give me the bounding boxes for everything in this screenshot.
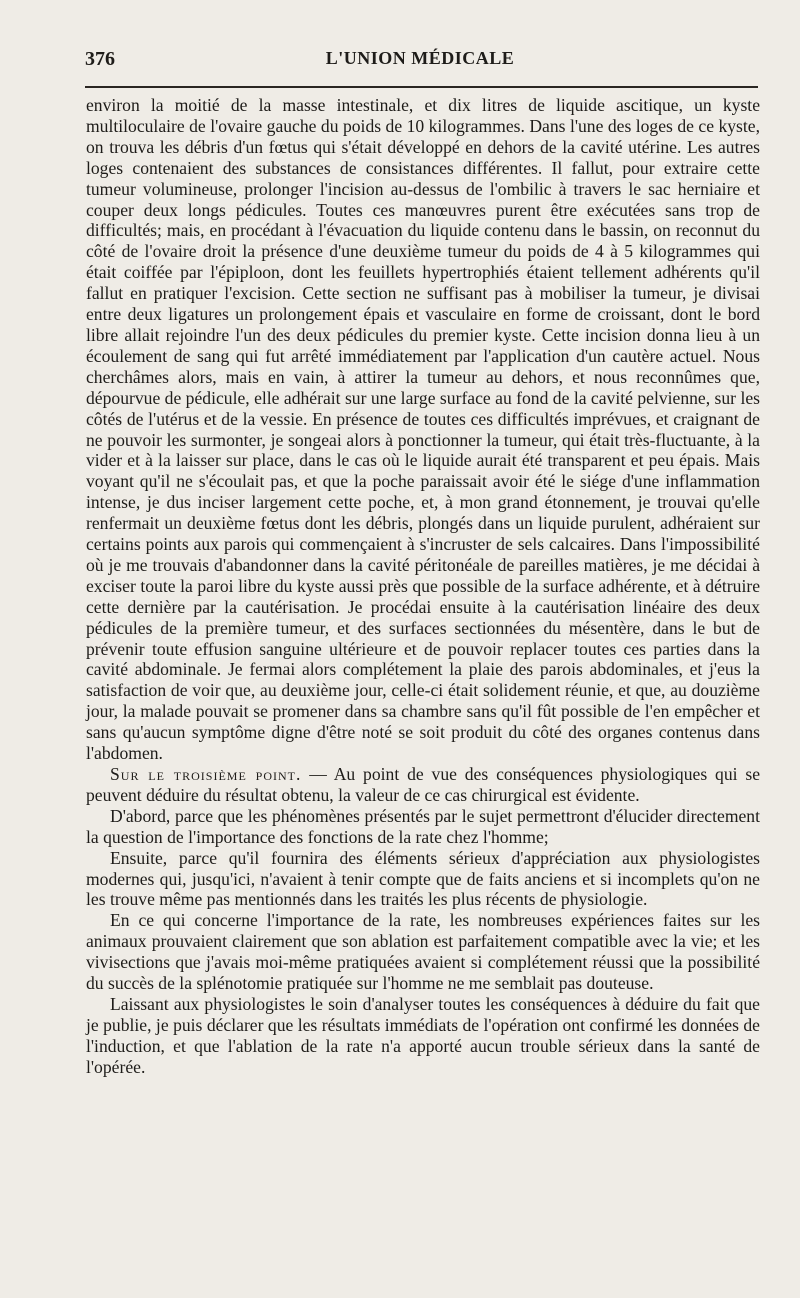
body-text [86,95,760,1078]
page-number: 376 [85,48,115,70]
page-header [85,48,755,78]
paragraph-text: — Au point de vue des conséquences physiologiques qui se peuvent déduire du résultat obtenu, la valeur de ce cas chirurgical est évidente. [86,764,761,805]
section-heading: Sur le troisième point. [110,764,302,784]
paragraph: Laissant aux physiologistes le soin d'analyser toutes les conséquences à déduire du fait que je publie, je puis déclarer que les résultats immédiats de l'opération ont confirmé les données de l'induction, et que l'ablation de la rate n'a apporté aucun trouble sérieux dans la santé de l'opérée. [86,993,760,1077]
header-rule [85,86,758,88]
paragraph: D'abord, parce que les phénomènes présentés par le sujet permettront d'élucider directement la question de l'importance des fonctions de la rate chez l'homme; [86,805,760,847]
paragraph: Ensuite, parce qu'il fournira des éléments sérieux d'appréciation aux physiologistes modernes qui, jusqu'ici, n'avaient à tenir compte que de faits anciens et si incomplets qu'on ne les trouve même pas mentionnés dans les traités les plus récents de physiologie. [86,847,760,910]
paragraph: environ la moitié de la masse intestinale, et dix litres de liquide ascitique, un kyste multiloculaire de l'ovaire gauche du poids de 10 kilogrammes. Dans l'une des loges de ce kyste, on trouva les débris d'un fœtus qui s'était développé en dehors de la cavité utérine. Les autres loges contenaient des substances de consistances différentes. Il fallut, pour extraire cette tumeur volumineuse, prolonger l'incision au-dessus de l'ombilic à travers le sac herniaire et couper deux longs pédicules. Toutes ces manœuvres purent être exécutées sans trop de difficultés; mais, en procédant à l'évacuation du liquide contenu dans le bassin, on reconnut du côté de l'ovaire droit la présence d'une deuxième tumeur du poids de 4 à 5 kilogrammes qui était coiffée par l'épiploon, dont les feuillets hypertrophiés étaient tellement adhérents qu'il fallut en pratiquer l'excision. Cette section ne suffisant pas à mobiliser la tumeur, je divisai entre deux ligatures un prolongement épais et vasculaire en forme de croissant, dont le bord libre allait rejoindre l'un des deux pédicules du premier kyste. Cette incision donna lieu à un écoulement de sang qui fut arrêté immédiatement par l'application d'un cautère actuel. Nous cherchâmes alors, mais en vain, à attirer la tumeur au dehors, et nous reconnûmes que, dépourvue de pédicule, elle adhérait sur une large surface au fond de la cavité pelvienne, sur les côtés de l'utérus et de la vessie. En présence de toutes ces difficultés imprévues, et craignant de ne pouvoir les surmonter, je songeai alors à ponctionner la tumeur, qui était très-fluctuante, à la vider et à la laisser sur place, dans le cas où le liquide aurait été transparent et peu épais. Mais voyant qu'il ne s'écoulait pas, et que la poche paraissait avoir été le siége d'une inflammation intense, je dus inciser largement cette poche, et, à mon grand étonnement, je trouvai qu'elle renfermait un deuxième fœtus dont les débris, plongés dans un liquide purulent, adhéraient sur certains points aux parois qui commençaient à s'incruster de sels calcaires. Dans l'impossibilité où je me trouvais d'abandonner dans la cavité péritonéale de pareilles matières, je me décidai à exciser toute la paroi libre du kyste aussi près que possible de la surface adhérente, et à détruire cette dernière par la cautérisation. Je procédai ensuite à la cautérisation linéaire des deux pédicules de la première tumeur, et des surfaces sectionnées du mésentère, dans le but de prévenir toute effusion sanguine ultérieure et de pouvoir replacer toutes ces parties dans la cavité abdominale. Je fermai alors complétement la plaie des parois abdominales, et j'eus la satisfaction de voir que, au deuxième jour, celle-ci était solidement réunie, et que, au douzième jour, la malade pouvait se promener dans sa chambre sans qu'il fût possible de l'en empêcher et sans qu'aucun symptôme digne d'être noté se soit produit du côté des organes contenus dans l'abdomen. [86,95,760,764]
running-title: L'UNION MÉDICALE [325,48,515,68]
paragraph: En ce qui concerne l'importance de la rate, les nombreuses expériences faites sur les animaux prouvaient clairement que son ablation est parfaitement compatible avec la vie; et les vivisections que j'avais moi-même pratiquées avaient si complétement réussi que la possibilité du succès de la splénotomie pratiquée sur l'homme ne me semblait pas douteuse. [86,910,760,994]
paragraph [86,764,760,806]
